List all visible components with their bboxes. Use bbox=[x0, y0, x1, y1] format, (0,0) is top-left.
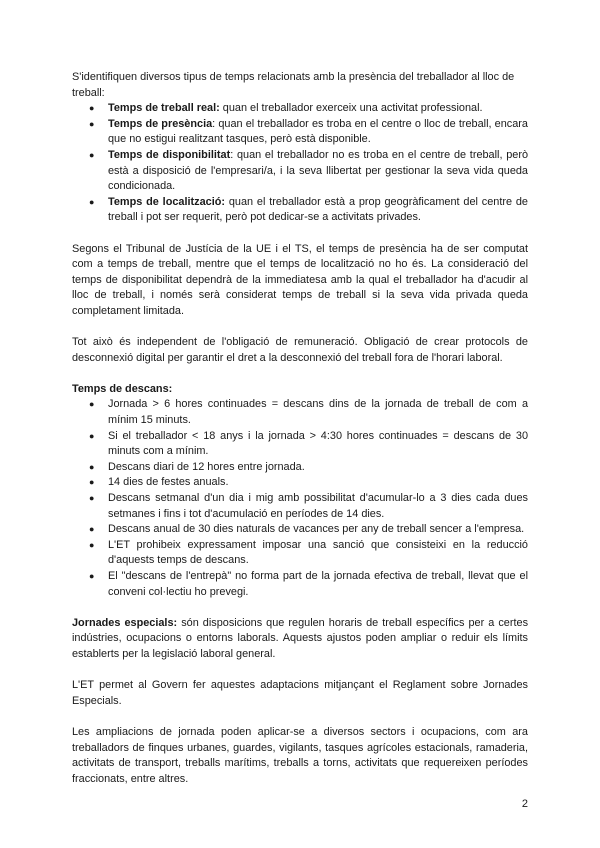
bullet-icon: ● bbox=[89, 196, 95, 207]
term-description: quan el treballador està a prop geogràficament del centre de treball i pot ser requerit, però pot dedicar-se a activitats privades. bbox=[108, 195, 528, 224]
term-description: quan el treballador exerceix una activitat professional. bbox=[219, 102, 483, 115]
list-item: ● Descans diari de 12 hores entre jornada. bbox=[72, 460, 528, 476]
bullet-icon: ● bbox=[89, 493, 95, 504]
intro-paragraph: S'identifiquen diversos tipus de temps relacionats amb la presència del treballador al lloc de treball: bbox=[72, 71, 515, 99]
term-description: : quan el treballador es troba en el centre o lloc de treball, encara que no estigui realitzant tasques, però està disponible. bbox=[108, 117, 528, 146]
list-item: ● Descans anual de 30 dies naturals de vacances per any de treball sencer a l'empresa. bbox=[72, 522, 528, 538]
list-item: ● El "descans de l'entrepà" no forma part de la jornada efectiva de treball, llevat que el conveni col·lectiu ho prevegi. bbox=[89, 570, 528, 598]
descans-heading: Temps de descans: bbox=[72, 382, 173, 395]
page-content bbox=[72, 70, 528, 787]
list-item bbox=[72, 148, 528, 195]
list-item: ● Jornada > 6 hores continuades = descans dins de la jornada de treball de com a mínim 15 minuts. bbox=[89, 398, 528, 427]
bullet-icon: ● bbox=[89, 430, 95, 441]
tribunal-paragraph: Segons el Tribunal de Justícia de la UE i el TS, el temps de presència ha de ser computat com a temps de treball, mentre que el temps de localització no ho és. La consideració del temps de disponibilitat dependrà de la immediatesa amb la qual el treballador ha d'acudir al lloc de treball, i només serà considerat temps de treball si la seva vida privada queda completament limitada. bbox=[72, 242, 528, 317]
list-item bbox=[72, 195, 528, 226]
remuneracio-paragraph: Tot això és independent de l'obligació de remuneració. Obligació de crear protocols de desconnexió digital per garantir el dret a la desconnexió del treball fora de l'horari laboral. bbox=[72, 336, 528, 364]
term: Temps de treball real: bbox=[108, 102, 220, 115]
list-item: ● Descans setmanal d'un dia i mig amb possibilitat d'acumular-lo a 3 dies cada dues setmanes i fins i tot d'acumulació en períodes de 14 dies. bbox=[89, 492, 528, 520]
page-number: 2 bbox=[521, 798, 528, 810]
descans-list bbox=[72, 397, 528, 600]
bullet-icon: ● bbox=[89, 461, 95, 472]
bullet-icon: ● bbox=[89, 571, 95, 581]
list-item: ● 14 dies de festes anuals. bbox=[72, 475, 528, 491]
bullet-icon: ● bbox=[89, 103, 95, 114]
list-item bbox=[72, 101, 528, 117]
term: Temps de localització: bbox=[108, 195, 226, 208]
list-item: ● Si el treballador < 18 anys i la jornada > 4:30 hores continuades = descans de 30 minuts com a mínim. bbox=[89, 429, 528, 458]
list-item: ● L'ET prohibeix expressament imposar una sanció que consisteixi en la reducció d'aquests temps de descans. bbox=[89, 538, 528, 567]
list-item bbox=[72, 117, 528, 148]
bullet-icon: ● bbox=[89, 118, 95, 129]
bullet-icon: ● bbox=[89, 477, 95, 488]
term: Temps de disponibilitat bbox=[108, 148, 231, 161]
term: Jornades especials: bbox=[72, 616, 178, 629]
jornades-paragraph bbox=[72, 616, 528, 663]
bullet-icon: ● bbox=[89, 399, 95, 410]
term: Temps de presència bbox=[108, 117, 213, 130]
ampliacions-paragraph: Les ampliacions de jornada poden aplicar-se a diversos sectors i ocupacions, com ara treballadors de finques urbanes, guardes, vigilants, tasques agrícoles estacionals, ramaderia, activitats de transport, treballs marítims, treballs a torns, activitats que requereixen períodes fraccionats, entre altres. bbox=[72, 725, 528, 785]
term-description: : quan el treballador no es troba en el centre de treball, però està a disposició de l'empresari/a, i la seva llibertat per gestionar la seva vida queda condicionada. bbox=[108, 148, 528, 193]
term-description: són disposicions que regulen horaris de treball específics per a certes indústries, ocupacions o entorns laborals. Aquests ajustos poden ampliar o reduir els límits establerts per la legislació laboral general. bbox=[72, 616, 529, 660]
bullet-icon: ● bbox=[89, 524, 95, 535]
time-types-list bbox=[72, 101, 528, 226]
bullet-icon: ● bbox=[89, 539, 95, 550]
govern-paragraph: L'ET permet al Govern fer aquestes adaptacions mitjançant el Reglament sobre Jornades Especials. bbox=[72, 679, 528, 707]
bullet-icon: ● bbox=[89, 149, 95, 160]
